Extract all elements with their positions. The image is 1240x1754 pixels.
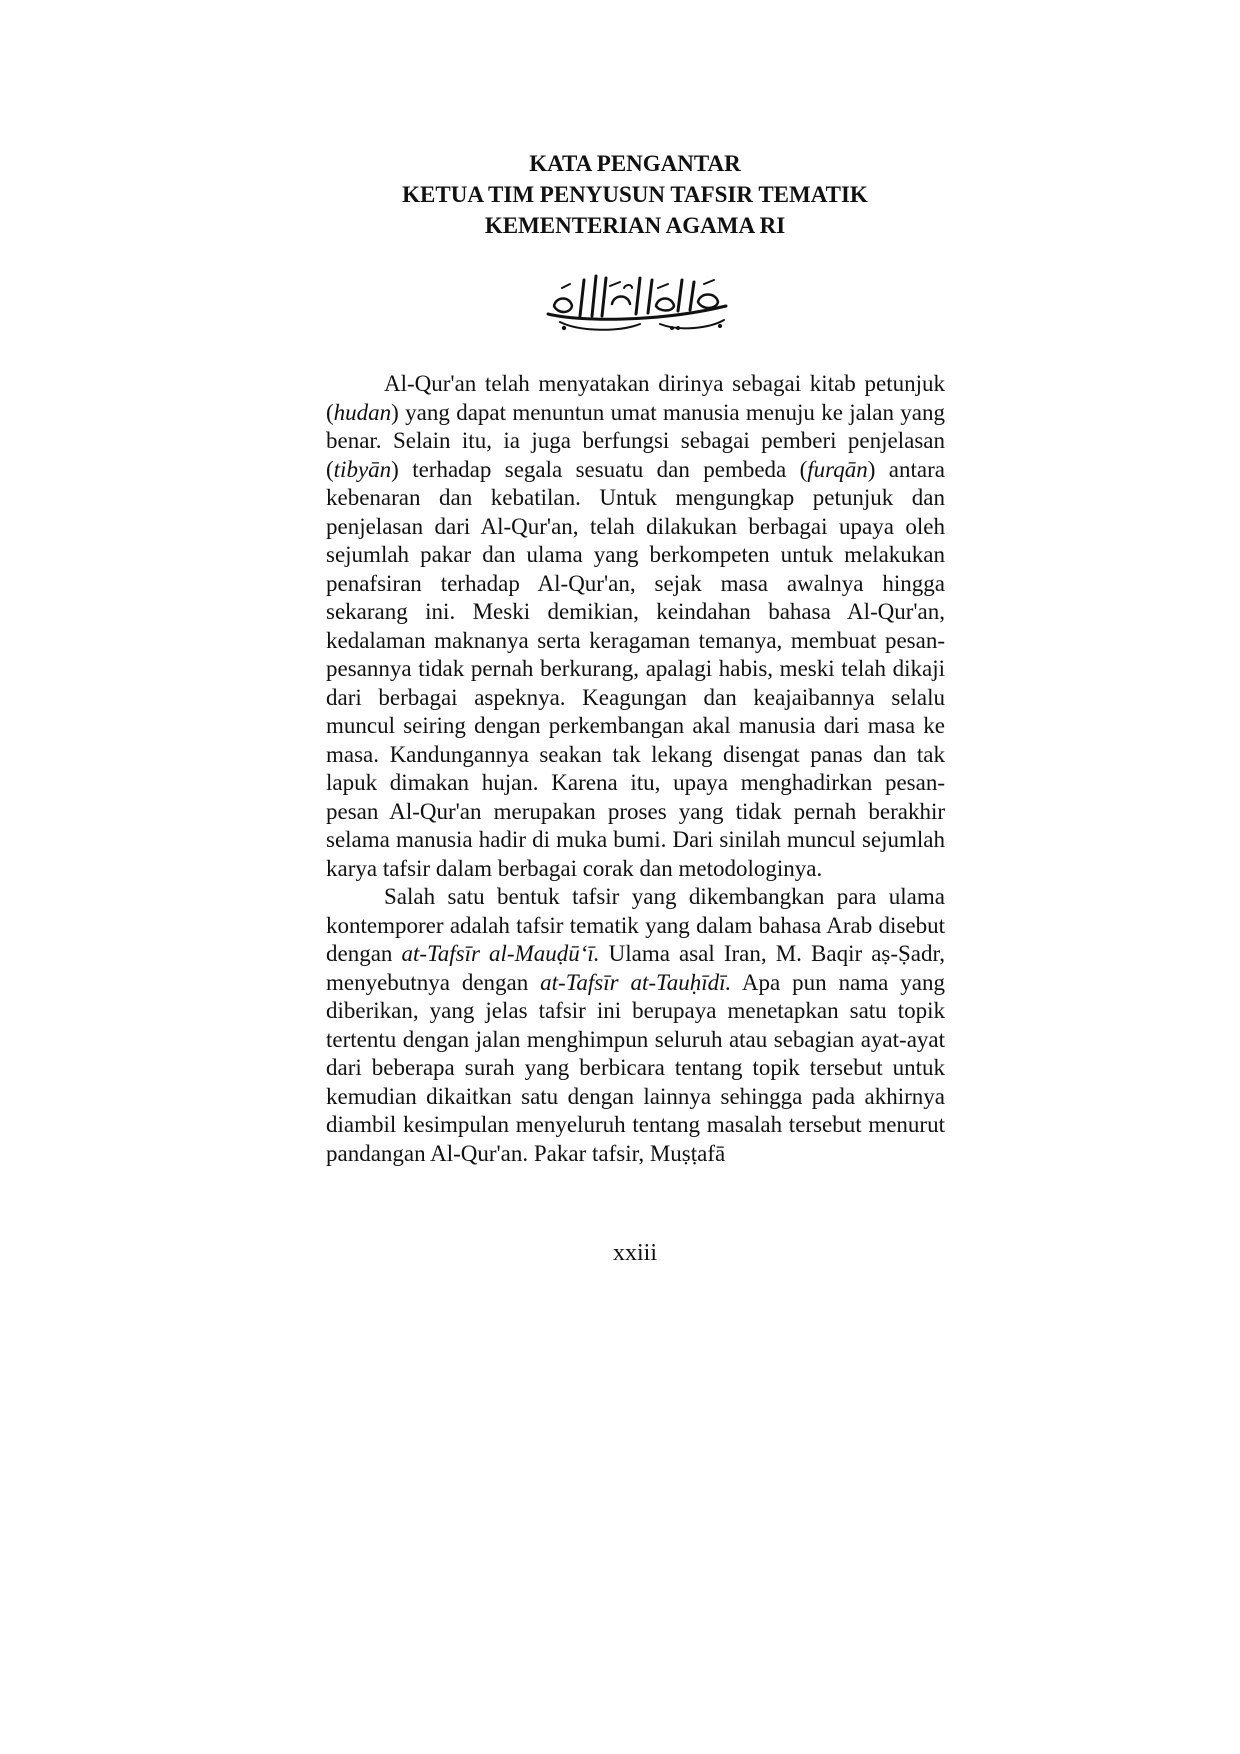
text-segment: Salah satu bentuk tafsir yang dikembangkan para ulama kontemporer adalah tafsir tematik yang dalam bahasa Arab disebut dengan	[326, 884, 945, 966]
body-text	[326, 370, 945, 1168]
italic-term: at-Tafsīr at-Tauḥīdī.	[540, 969, 732, 995]
italic-term: tibyān	[333, 456, 392, 482]
text-segment: Ulama asal Iran, M. Baqir aṣ-Ṣadr, menyebutnya dengan	[326, 941, 946, 995]
paragraph	[326, 883, 945, 1168]
basmalah-calligraphy	[540, 266, 732, 336]
italic-term: at-Tafsīr al-Mauḍū‘ī.	[401, 941, 600, 966]
italic-term: hudan	[333, 399, 392, 425]
basmalah-calligraphy-icon	[540, 266, 732, 336]
text-segment: ) terhadap segala sesuatu dan pembeda (	[391, 456, 808, 482]
chapter-heading	[330, 148, 940, 241]
italic-term: furqān	[807, 456, 868, 482]
heading-line-3: KEMENTERIAN AGAMA RI	[484, 213, 786, 238]
page-number: xxiii	[612, 1240, 657, 1266]
text-segment: ) yang dapat menuntun umat manusia menuju ke jalan yang benar. Selain itu, ia juga berfungsi sebagai pemberi penjelasan (	[326, 399, 945, 482]
text-segment: Al-Qur'an telah menyatakan dirinya sebagai kitab petunjuk (	[326, 371, 945, 425]
text-segment: ) antara kebenaran dan kebatilan. Untuk mengungkap petunjuk dan penjelasan dari Al-Qur'an, telah dilakukan berbagai upaya oleh sejumlah pakar dan ulama yang berkompeten untuk melakukan penafsiran terhadap Al-Qur'an, sejak masa awalnya hingga sekarang ini. Meski demikian, keindahan bahasa Al-Qur'an, kedalaman maknanya serta keragaman temanya, membuat pesan-pesannya tidak pernah berkurang, apalagi habis, meski telah dikaji dari berbagai aspeknya. Keagungan dan keajaibannya selalu muncul seiring dengan perkembangan akal manusia dari masa ke masa. Kandungannya seakan tak lekang disengat panas dan tak lapuk dimakan hujan. Karena itu, upaya menghadirkan pesan-pesan Al-Qur'an merupakan proses yang tidak pernah berakhir selama manusia hadir di muka bumi. Dari sinilah muncul sejumlah karya tafsir dalam berbagai corak dan metodologinya.	[326, 456, 945, 881]
text-segment: Apa pun nama yang diberikan, yang jelas tafsir ini berupaya menetapkan satu topik tertentu dengan jalan menghimpun seluruh atau sebagian ayat-ayat dari beberapa surah yang berbicara tentang topik tersebut untuk kemudian dikaitkan satu dengan lainnya sehingga pada akhirnya diambil kesimpulan menyeluruh tentang masalah tersebut menurut pandangan Al-Qur'an. Pakar tafsir, Muṣṭafā	[326, 969, 946, 1166]
paragraph	[326, 370, 945, 883]
heading-line-1: KATA PENGANTAR	[529, 151, 741, 176]
heading-line-2: KETUA TIM PENYUSUN TAFSIR TEMATIK	[402, 182, 868, 207]
